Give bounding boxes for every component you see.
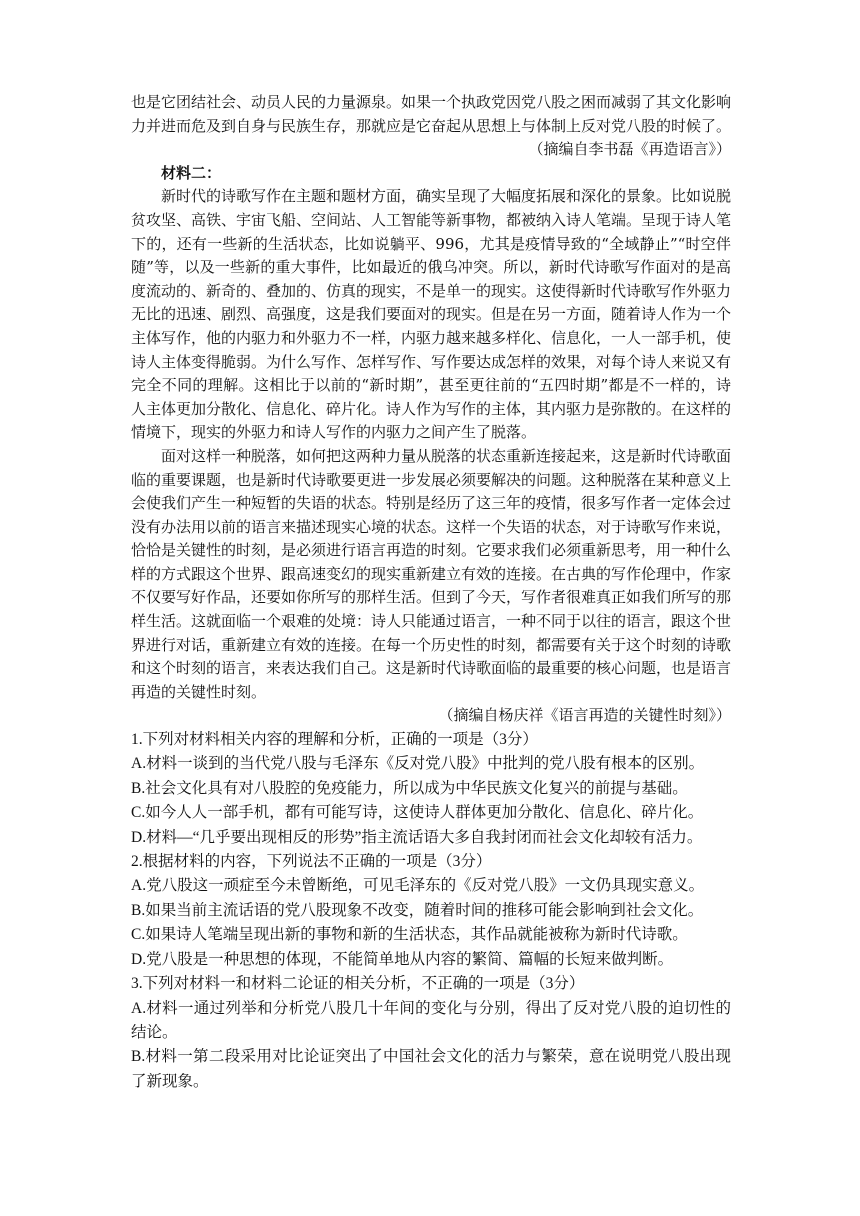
question-1 [131,728,731,850]
question-stem: 1.下列对材料相关内容的理解和分析，正确的一项是（3分） [131,731,538,749]
question-option: C.如今人人一部手机，都有可能写诗，这使诗人群体更加分散化、信息化、碎片化。 [131,804,704,822]
question-option: B.社会文化具有对八股腔的免疫能力，所以成为中华民族文化复兴的前提与基础。 [131,779,688,797]
question-option: B.材料一第二段采用对比论证突出了中国社会文化的活力与繁荣，意在说明党八股出现了新现象。 [131,1048,731,1090]
material-two-paragraph-2: 面对这样一种脱落，如何把这两种力量从脱落的状态重新连接起来，这是新时代诗歌面临的重要课题，也是新时代诗歌要更进一步发展必须要解决的问题。这种脱落在某种意义上会使我们产生一种短暂的失语的状态。特别是经历了这三年的疫情，很多写作者一定体会过没有办法用以前的语言来描述现实心境的状态。这样一个失语的状态，对于诗歌写作来说，恰恰是关键性的时刻，是必须进行语言再造的时刻。它要求我们必须重新思考，用一种什么样的方式跟这个世界、跟高速变幻的现实重新建立有效的连接。在古典的写作伦理中，作家不仅要写好作品，还要如你所写的那样生活。但到了今天，写作者很难真正如我们所写的那样生活。这就面临一个艰难的处境：诗人只能通过语言，一种不同于以往的语言，跟这个世界进行对话，重新建立有效的连接。在每一个历史性的时刻，都需要有关于这个时刻的诗歌和这个时刻的语言，来表达我们自己。这是新时代诗歌面临的最重要的核心问题，也是语言再造的关键性时刻。 [131,446,732,701]
material-two-source: （摘编自杨庆祥《语言再造的关键性时刻》） [438,706,731,725]
exam-page [131,91,731,1094]
question-2 [131,850,731,972]
question-stem: 3.下列对材料一和材料二论证的相关分析，不正确的一项是（3分） [131,975,585,993]
question-option: A.党八股这一顽症至今未曾断绝，可见毛泽东的《反对党八股》一文仍具现实意义。 [131,877,705,895]
question-option: D.党八股是一种思想的体现，不能简单地从内容的繁简、篇幅的长短来做判断。 [131,950,674,968]
material-two-heading: 材料二： [161,163,222,182]
material-one-source: （摘编自李书磊《再造语言》） [528,140,731,159]
question-stem: 2.根据材料的内容，下列说法不正确的一项是（3分） [131,853,492,871]
material-two-paragraph-1: 新时代的诗歌写作在主题和题材方面，确实呈现了大幅度拓展和深化的景象。比如说脱贫攻坚、高铁、宇宙飞船、空间站、人工智能等新事物，都被纳入诗人笔端。呈现于诗人笔下的，还有一些新的生活状态，比如说躺平、996，尤其是疫情导致的“全域静止”“时空伴随”等，以及一些新的重大事件，比如最近的俄乌冲突。所以，新时代诗歌写作面对的是高度流动的、新奇的、叠加的、仿真的现实，不是单一的现实。这使得新时代诗歌写作外驱力无比的迅速、剧烈、高强度，这是我们要面对的现实。但是在另一方面，随着诗人作为一个主体写作，他的内驱力和外驱力不一样，内驱力越来越多样化、信息化，一人一部手机，使诗人主体变得脆弱。为什么写作、怎样写作、写作要达成怎样的效果，对每个诗人来说又有完全不同的理解。这相比于以前的“新时期”，甚至更往前的“五四时期”都是不一样的，诗人主体更加分散化、信息化、碎片化。诗人作为写作的主体，其内驱力是弥散的。在这样的情境下，现实的外驱力和诗人写作的内驱力之间产生了脱落。 [131,187,732,442]
material-one-tail-paragraph: 也是它团结社会、动员人民的力量源泉。如果一个执政党因党八股之困而减弱了其文化影响力并进而危及到自身与民族生存，那就应是它奋起从思想上与体制上反对党八股的时候了。 [131,93,732,135]
question-option: C.如果诗人笔端呈现出新的事物和新的生活状态，其作品就能被称为新时代诗歌。 [131,926,688,944]
question-option: A.材料一通过列举和分析党八股几十年间的变化与分别，得出了反对党八股的迫切性的结论。 [131,999,731,1041]
question-option: B.如果当前主流话语的党八股现象不改变，随着时间的推移可能会影响到社会文化。 [131,901,704,919]
question-option: A.材料一谈到的当代党八股与毛泽东《反对党八股》中批判的党八股有根本的区别。 [131,755,705,773]
question-option: D.材料—“几乎要出现相反的形势”指主流话语大多自我封闭而社会文化却较有活力。 [131,828,703,846]
question-3 [131,972,731,1094]
